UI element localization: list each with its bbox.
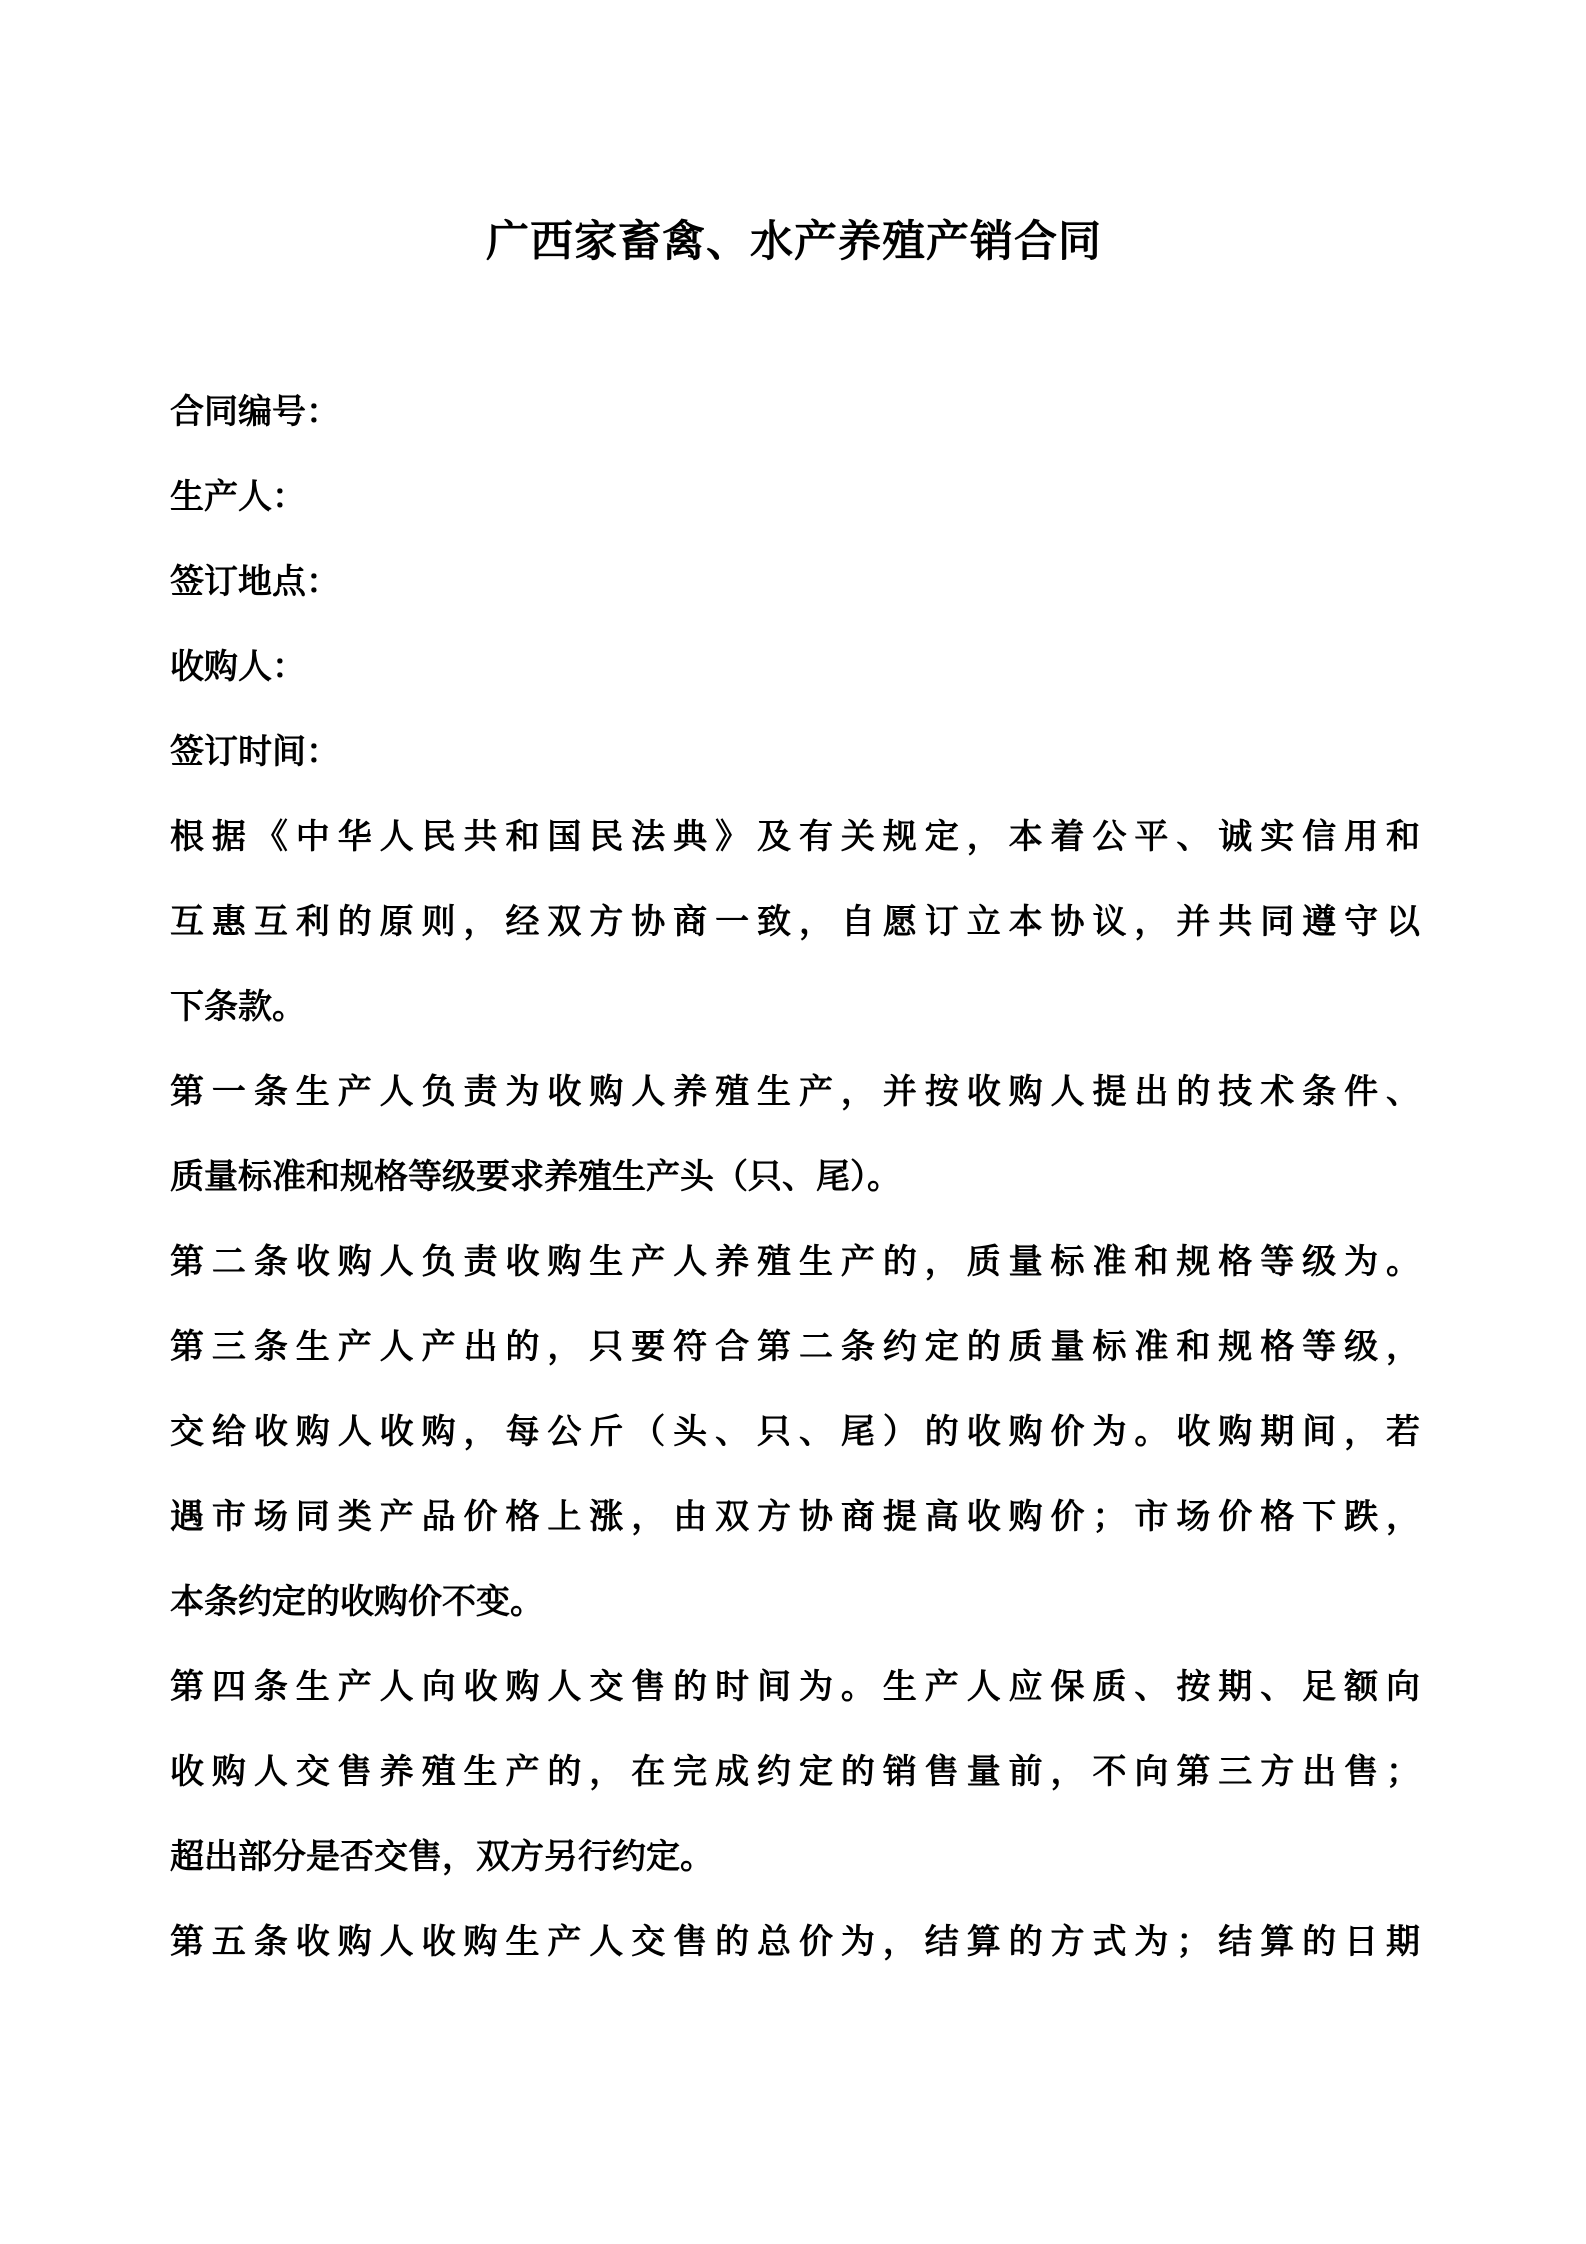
preamble-line-3: 下条款。 [170, 988, 306, 1026]
clause-3-line-3: 遇市场同类产品价格上涨，由双方协商提高收购价；市场价格下跌， [170, 1498, 1420, 1536]
field-signing-time: 签订时间： [170, 733, 340, 771]
clause-4-line-1: 第四条生产人向收购人交售的时间为。生产人应保质、按期、足额向 [170, 1668, 1420, 1706]
clause-4-line-2: 收购人交售养殖生产的，在完成约定的销售量前，不向第三方出售； [170, 1753, 1420, 1791]
clause-1-line-2: 质量标准和规格等级要求养殖生产头（只、尾）。 [170, 1158, 901, 1196]
field-signing-place: 签订地点： [170, 563, 340, 601]
field-purchaser: 收购人： [170, 648, 306, 686]
clause-5-line-1: 第五条收购人收购生产人交售的总价为，结算的方式为；结算的日期 [170, 1923, 1420, 1961]
clause-3-line-1: 第三条生产人产出的，只要符合第二条约定的质量标准和规格等级， [170, 1328, 1420, 1366]
preamble-line-1: 根据《中华人民共和国民法典》及有关规定，本着公平、诚实信用和 [170, 818, 1420, 856]
clause-3-line-4: 本条约定的收购价不变。 [170, 1583, 544, 1621]
field-producer: 生产人： [170, 478, 306, 516]
clause-4-line-3: 超出部分是否交售，双方另行约定。 [170, 1838, 714, 1876]
field-contract-number: 合同编号： [170, 393, 340, 431]
document-body [170, 370, 1420, 1985]
document-title: 广西家畜禽、水产养殖产销合同 [486, 218, 1102, 266]
clause-3-line-2: 交给收购人收购，每公斤（头、只、尾）的收购价为。收购期间，若 [170, 1413, 1420, 1451]
preamble-line-2: 互惠互利的原则，经双方协商一致，自愿订立本协议，并共同遵守以 [170, 903, 1420, 941]
clause-1-line-1: 第一条生产人负责为收购人养殖生产，并按收购人提出的技术条件、 [170, 1073, 1420, 1111]
clause-2-line-1: 第二条收购人负责收购生产人养殖生产的，质量标准和规格等级为。 [170, 1243, 1420, 1281]
